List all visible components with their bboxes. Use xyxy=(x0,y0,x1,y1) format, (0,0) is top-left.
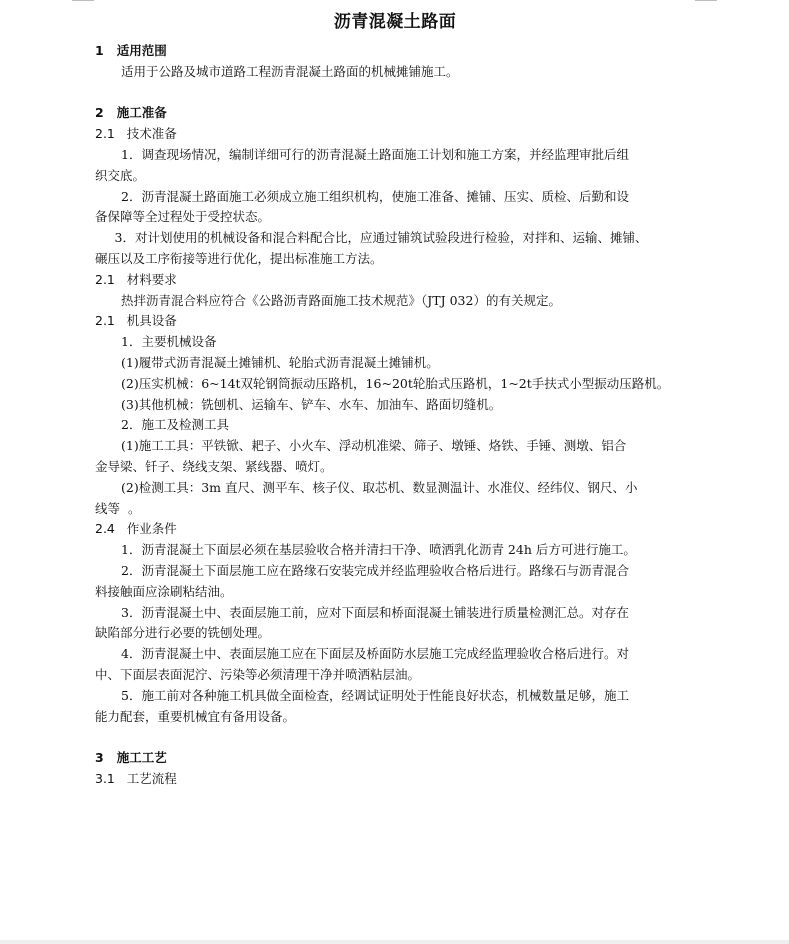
section-heading: 3 施工工艺 xyxy=(95,750,167,766)
document-page xyxy=(95,8,695,790)
blank-line xyxy=(95,727,695,748)
paragraph-line: 1．调查现场情况，编制详细可行的沥青混凝土路面施工计划和施工方案，并经监理审批后组 xyxy=(121,146,629,162)
paragraph-line: (2)检测工具：3m 直尺、测平车、核子仪、取芯机、数显测温计、水准仪、经纬仪、钢尺、小 xyxy=(121,479,638,495)
paragraph-line: 5．施工前对各种施工机具做全面检查，经调试证明处于性能良好状态，机械数量足够，施工 xyxy=(121,687,629,703)
document-title: 沥青混凝土路面 xyxy=(333,12,457,32)
paragraph-line: 中、下面层表面泥泞、污染等必须清理干净并喷洒粘层油。 xyxy=(95,666,421,682)
section-heading: 1 适用范围 xyxy=(95,43,167,58)
paragraph-line: 备保障等全过程处于受控状态。 xyxy=(95,209,271,225)
subsection-heading: 2.1 机具设备 xyxy=(95,313,177,329)
bottom-edge-bar xyxy=(0,940,789,944)
paragraph-line: 适用于公路及城市道路工程沥青混凝土路面的机械摊铺施工。 xyxy=(121,63,459,79)
paragraph-line: (2)压实机械：6~14t双轮钢筒振动压路机，16~20t轮胎式压路机，1~2t手扶式小型振动压路机。 xyxy=(121,375,670,391)
page-corner-mark-left xyxy=(72,0,94,1)
paragraph-line: 2．施工及检测工具 xyxy=(121,417,229,433)
paragraph-line: (1)施工工具：平铁锨、耙子、小火车、浮动机准梁、筛子、墩锤、烙铁、手锤、测墩、铝合 xyxy=(121,438,627,454)
page-corner-mark-right xyxy=(695,0,717,1)
paragraph-line: 2．沥青混凝土路面施工必须成立施工组织机构，使施工准备、摊铺、压实、质检、后勤和设 xyxy=(121,188,629,204)
subsection-heading: 2.1 技术准备 xyxy=(95,126,177,142)
paragraph-line: 2．沥青混凝土下面层施工应在路缘石安装完成并经监理验收合格后进行。路缘石与沥青混合 xyxy=(121,562,629,578)
paragraph-line: 料接触面应涂刷粘结油。 xyxy=(95,583,233,599)
subsection-heading: 3.1 工艺流程 xyxy=(95,770,177,786)
paragraph-line: (1)履带式沥青混凝土摊铺机、轮胎式沥青混凝土摊铺机。 xyxy=(121,354,439,370)
paragraph-line: 能力配套，重要机械宜有备用设备。 xyxy=(95,708,296,724)
paragraph-line: 4．沥青混凝土中、表面层施工应在下面层及桥面防水层施工完成经监理验收合格后进行。对 xyxy=(121,646,629,662)
paragraph-line: 金导梁、钎子、绕线支架、紧线器、喷灯。 xyxy=(95,458,333,474)
subsection-heading: 2.4 作业条件 xyxy=(95,521,177,537)
paragraph-line: 1．主要机械设备 xyxy=(121,334,217,350)
paragraph-line: 缺陷部分进行必要的铣刨处理。 xyxy=(95,625,271,641)
paragraph-line: 3．沥青混凝土中、表面层施工前，应对下面层和桥面混凝土铺装进行质量检测汇总。对存在 xyxy=(121,604,629,620)
blank-line xyxy=(95,83,695,104)
paragraph-line: 线等 。 xyxy=(95,500,141,516)
paragraph-line: 3．对计划使用的机械设备和混合料配合比，应通过铺筑试验段进行检验，对拌和、运输、摊铺、 xyxy=(114,230,648,246)
paragraph-line: 热拌沥青混合料应符合《公路沥青路面施工技术规范》（JTJ 032）的有关规定。 xyxy=(121,292,561,308)
paragraph-line: (3)其他机械：铣刨机、运输车、铲车、水车、加油车、路面切缝机。 xyxy=(121,396,502,412)
paragraph-line: 碾压以及工序衔接等进行优化，提出标准施工方法。 xyxy=(95,250,383,266)
paragraph-line: 织交底。 xyxy=(95,167,146,183)
section-heading: 2 施工准备 xyxy=(95,105,167,121)
document-body xyxy=(95,41,695,790)
subsection-heading: 2.1 材料要求 xyxy=(95,271,177,287)
paragraph-line: 1．沥青混凝土下面层必须在基层验收合格并清扫干净、喷洒乳化沥青 24h 后方可进行施工。 xyxy=(121,542,636,558)
